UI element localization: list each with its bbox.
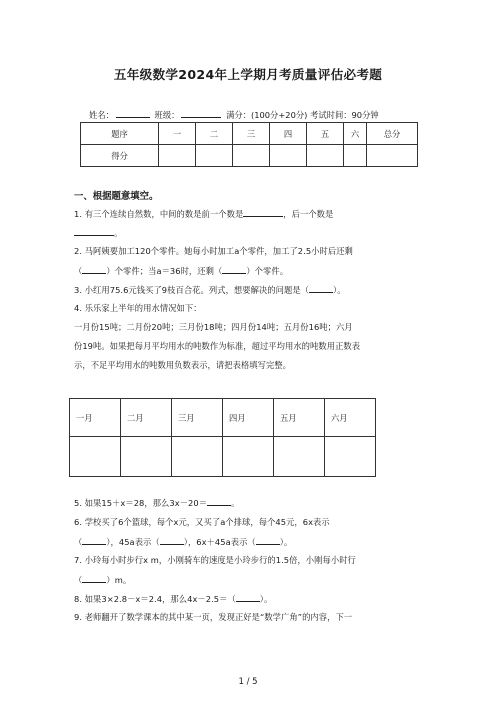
answer-blank[interactable]: [222, 264, 246, 274]
question-9-line-1: 9. 老师翻开了数学课本的其中某一页，发现正好是“数学广角”的内容，下一: [74, 612, 353, 622]
answer-blank[interactable]: [236, 592, 260, 602]
score-row-label: 得分: [81, 145, 159, 167]
question-6-line-1: 6. 学校买了6个篮球，每个x元，又买了a个排球，每个45元，6x表示: [74, 517, 330, 527]
score-header-cell: 六: [344, 123, 367, 145]
month-cell: 三月: [172, 399, 223, 437]
month-cell: 二月: [121, 399, 172, 437]
score-table-row: [81, 145, 418, 167]
question-5-line: 5. 如果15＋x＝28，那么3x－20＝ 。: [74, 498, 240, 508]
score-header-cell: 总分: [367, 123, 418, 145]
answer-blank[interactable]: [160, 535, 184, 545]
score-header-cell: 三: [233, 123, 270, 145]
question-1-line-2: 。: [74, 226, 122, 239]
score-header-cell: 二: [196, 123, 233, 145]
score-cell[interactable]: [270, 145, 307, 167]
question-8-line: 8. 如果3×2.8－x＝2.4，那么4x－2.5＝（ ）。: [74, 594, 273, 604]
answer-blank[interactable]: [82, 573, 106, 583]
question-2-line-2: （ ）个零件；当a＝36时，还剩（ ）个零件。: [74, 266, 289, 276]
class-blank: [181, 108, 221, 118]
month-cell: 六月: [325, 399, 376, 437]
answer-blank[interactable]: [256, 535, 280, 545]
answer-blank[interactable]: [243, 207, 283, 217]
answer-blank[interactable]: [82, 264, 106, 274]
water-table-header-row: [70, 399, 376, 437]
water-usage-table: [69, 398, 376, 477]
water-answer-cell[interactable]: [325, 437, 376, 477]
question-4-line-1: 4. 乐乐家上半年的用水情况如下：: [74, 303, 202, 313]
water-answer-cell[interactable]: [121, 437, 172, 477]
water-answer-cell[interactable]: [172, 437, 223, 477]
water-answer-cell[interactable]: [274, 437, 325, 477]
month-cell: 四月: [223, 399, 274, 437]
question-1-line-1: 1. 有三个连续自然数，中间的数是前一个数是 ，后一个数是: [74, 209, 334, 219]
page-title: 五年级数学2024年上学期月考质量评估必考题: [113, 67, 383, 82]
question-7-line-2: （ ）m。: [74, 575, 132, 585]
question-4-line-3: 份19吨。如果把每月平均用水的吨数作为标准，超过平均用水的吨数用正数表: [74, 341, 361, 351]
question-4-line-2: 一月份15吨；二月份20吨；三月份18吨；四月份14吨；五月份16吨；六月: [74, 322, 353, 332]
score-header-cell: 四: [270, 123, 307, 145]
section-title: 一、根据题意填空。: [74, 191, 159, 202]
score-table: [80, 122, 418, 167]
answer-blank[interactable]: [207, 496, 231, 506]
answer-blank[interactable]: [82, 535, 106, 545]
score-cell[interactable]: [307, 145, 344, 167]
water-answer-cell[interactable]: [70, 437, 121, 477]
answer-blank[interactable]: [74, 226, 114, 236]
class-label: 班级：: [154, 110, 180, 120]
score-cell[interactable]: [159, 145, 196, 167]
score-header-cell: 一: [159, 123, 196, 145]
question-7-line-1: 7. 小玲每小时步行x m，小刚骑车的速度是小玲步行的1.5倍，小刚每小时行: [74, 555, 356, 565]
score-cell[interactable]: [367, 145, 418, 167]
month-cell: 一月: [70, 399, 121, 437]
score-header-cell: 题序: [81, 123, 159, 145]
question-6-line-2: （ ），45a表示（ ），6x＋45a表示（ ）。: [74, 537, 293, 547]
water-answer-cell[interactable]: [223, 437, 274, 477]
full-score: 满分：(100分+20分): [226, 110, 308, 120]
exam-time: 考试时间：90分钟: [310, 110, 379, 120]
question-2-line-1: 2. 马阿姨要加工120个零件。她每小时加工a个零件，加工了2.5小时后还剩: [74, 246, 353, 256]
score-cell[interactable]: [233, 145, 270, 167]
name-label: 姓名：: [89, 110, 114, 120]
score-table-header-row: [81, 123, 418, 145]
question-3-line: 3. 小红用75.6元钱买了9枝百合花。列式，想要解决的问题是（ ）。: [74, 285, 346, 295]
exam-info-line: [89, 108, 379, 121]
month-cell: 五月: [274, 399, 325, 437]
water-table-answer-row: [70, 437, 376, 477]
score-header-cell: 五: [307, 123, 344, 145]
name-blank: [116, 108, 150, 118]
question-4-line-4: 示，不足平均用水的吨数用负数表示，请把表格填写完整。: [74, 360, 292, 370]
page-number: 1 / 5: [238, 677, 258, 687]
score-cell[interactable]: [344, 145, 367, 167]
answer-blank[interactable]: [309, 283, 333, 293]
score-cell[interactable]: [196, 145, 233, 167]
